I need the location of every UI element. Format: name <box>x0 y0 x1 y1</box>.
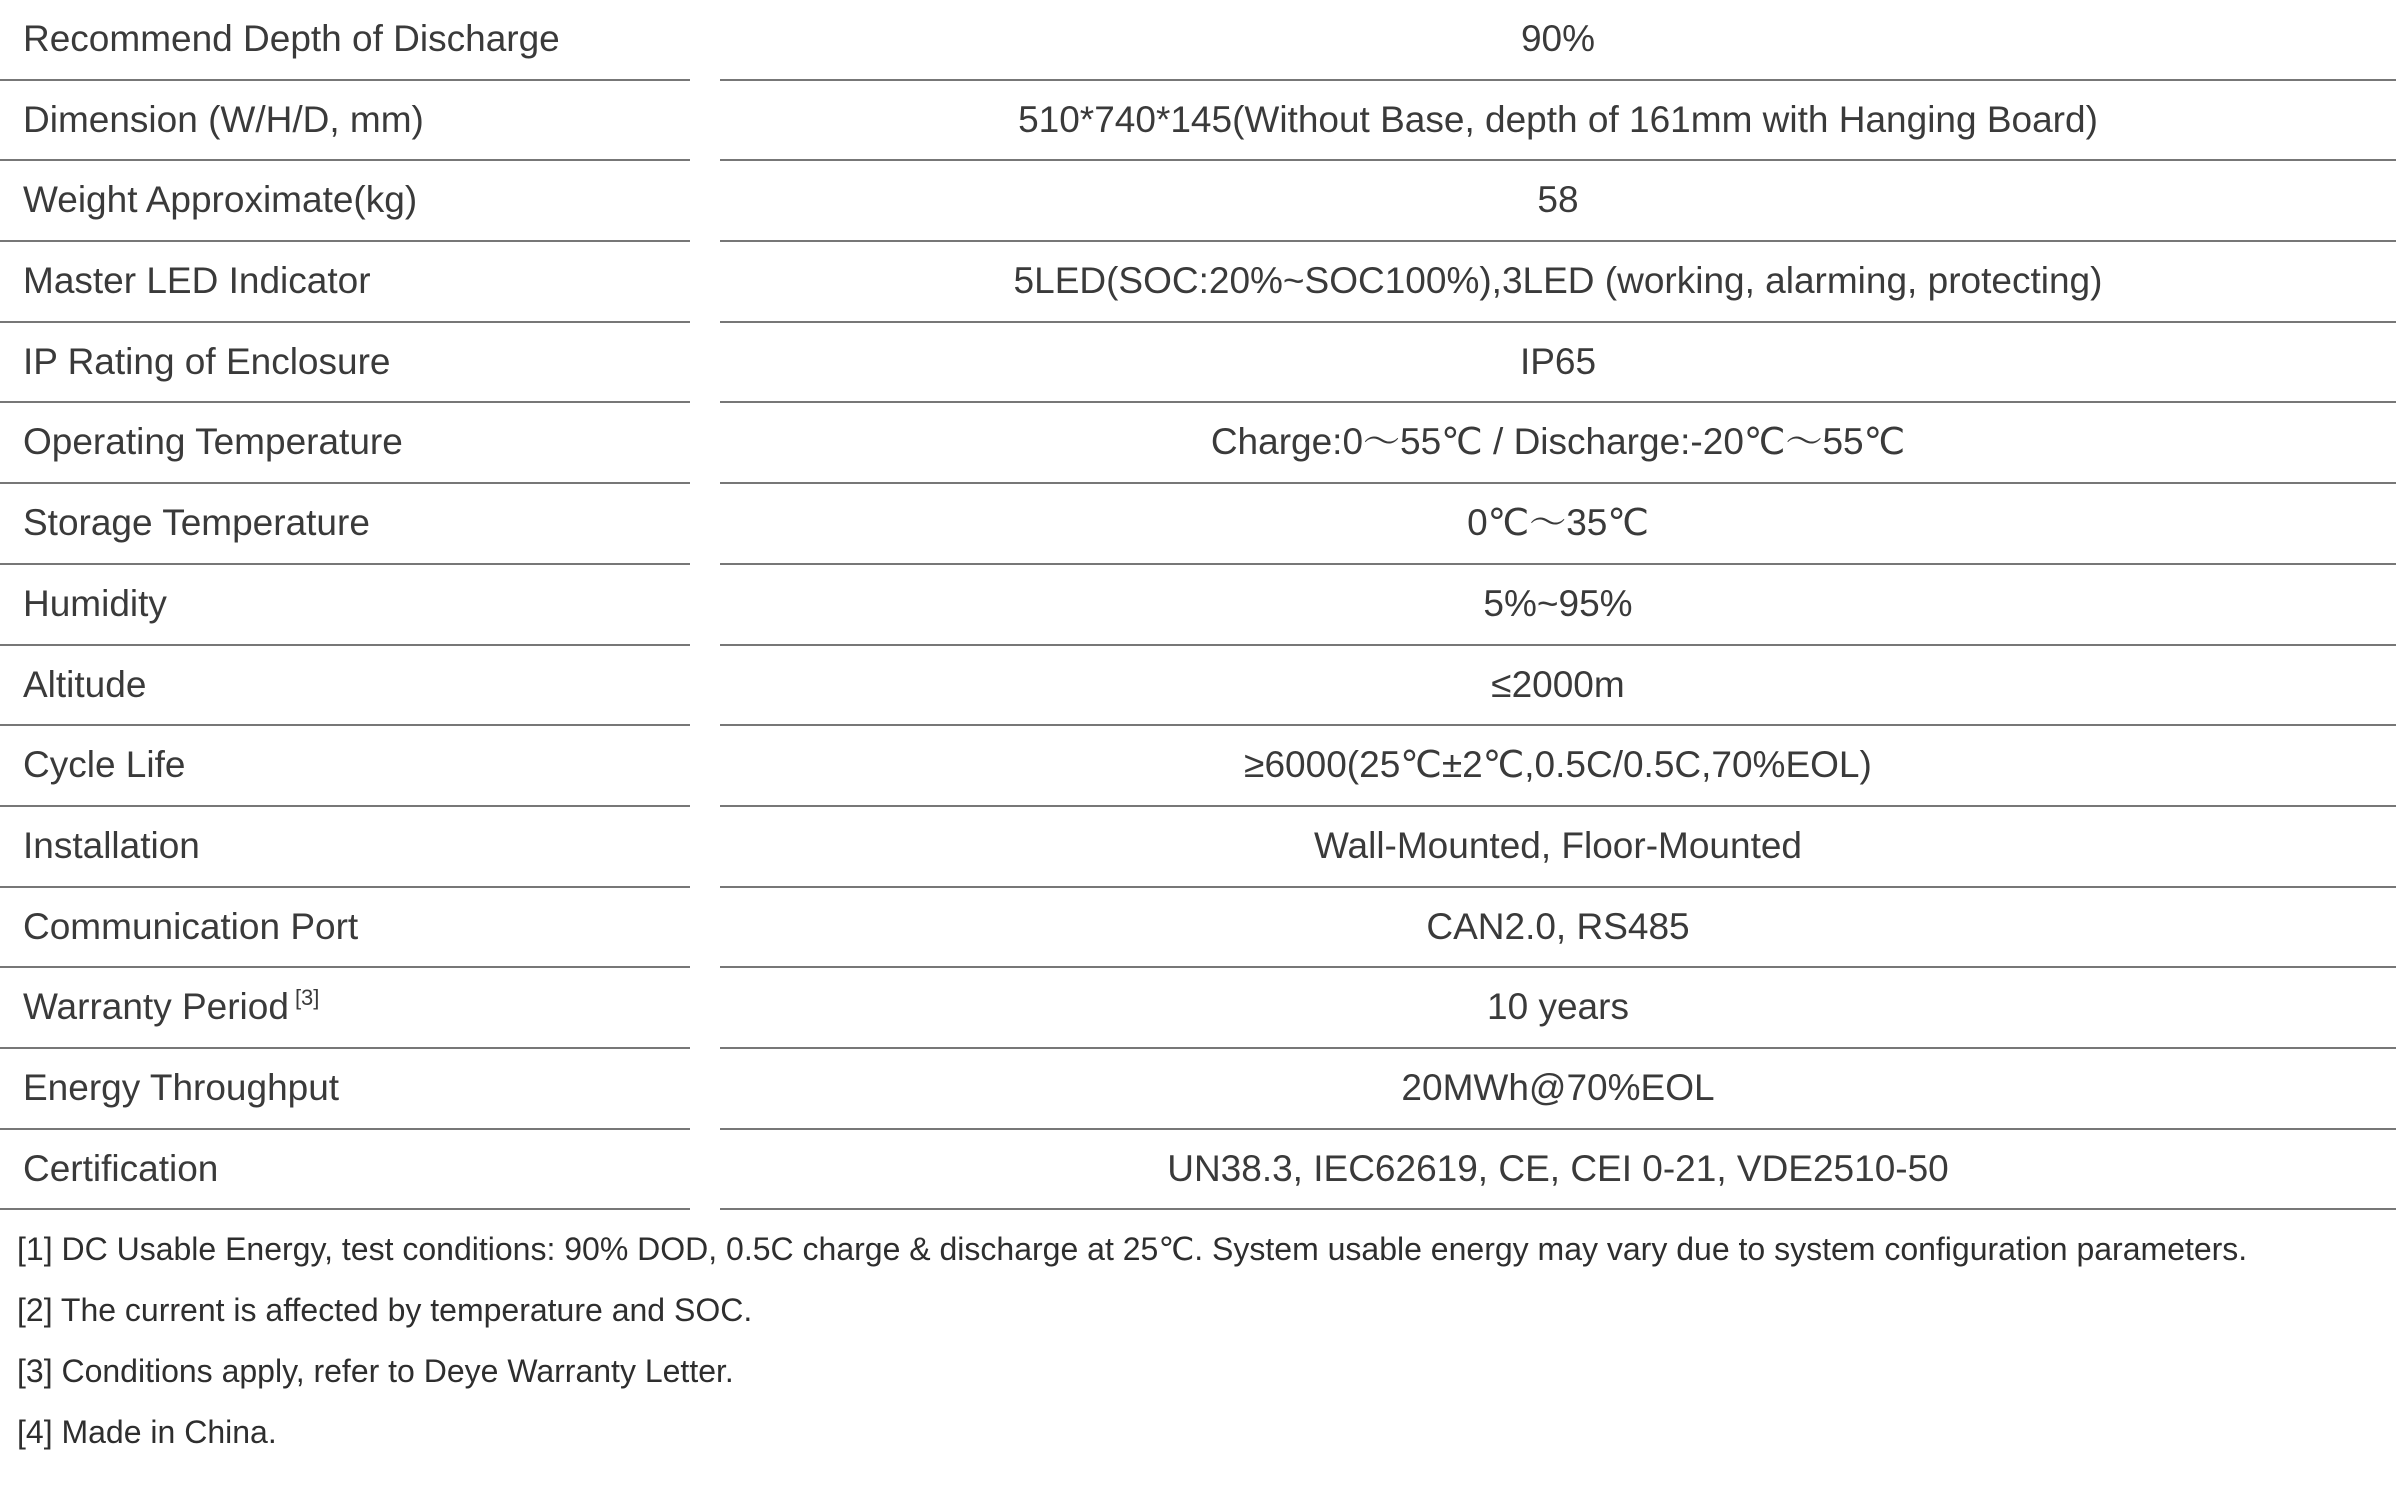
spec-row-cycle-life <box>0 726 2396 807</box>
spec-label: Dimension (W/H/D, mm) <box>23 98 424 140</box>
spec-label: IP Rating of Enclosure <box>23 340 391 382</box>
spec-value: 5%~95% <box>1483 582 1633 624</box>
spec-label: Weight Approximate(kg) <box>23 179 418 221</box>
spec-value: Wall-Mounted, Floor-Mounted <box>1313 824 1803 866</box>
spec-row-energy-throughput <box>0 1049 2396 1130</box>
footnote-4: [4] Made in China. <box>17 1414 277 1450</box>
spec-label: Storage Temperature <box>23 502 370 544</box>
spec-row-depth-of-discharge <box>0 0 2396 81</box>
spec-value: 10 years <box>1487 986 1629 1028</box>
footnote-2: [2] The current is affected by temperature and SOC. <box>17 1292 753 1328</box>
spec-row-storage-temperature <box>0 484 2396 565</box>
spec-row-installation <box>0 807 2396 888</box>
spec-value: 0℃～35℃ <box>1467 502 1649 544</box>
spec-value: ≤2000m <box>1491 663 1625 705</box>
spec-label: Humidity <box>23 582 167 624</box>
spec-row-communication-port <box>0 888 2396 969</box>
spec-row-warranty-period <box>0 968 2396 1049</box>
spec-value: Charge:0～55℃ / Discharge:-20℃～55℃ <box>1210 421 1906 463</box>
footnote-1: [1] DC Usable Energy, test conditions: 90% DOD, 0.5C charge & discharge at 25℃. System usable energy may vary due to system configuration parameters. <box>17 1231 2248 1267</box>
spec-label: Operating Temperature <box>23 421 403 463</box>
spec-row-weight <box>0 161 2396 242</box>
spec-row-operating-temperature <box>0 403 2396 484</box>
spec-label: Energy Throughput <box>23 1066 340 1108</box>
spec-row-ip-rating <box>0 323 2396 404</box>
row-divider <box>0 1208 690 1210</box>
spec-label-text: Warranty Period <box>23 986 289 1028</box>
spec-row-certification <box>0 1130 2396 1211</box>
spec-label: Altitude <box>23 663 147 705</box>
spec-label: Cycle Life <box>23 744 186 786</box>
spec-value: 58 <box>1537 179 1579 221</box>
spec-row-altitude <box>0 646 2396 727</box>
row-divider <box>720 1208 2396 1210</box>
spec-row-humidity <box>0 565 2396 646</box>
spec-value: CAN2.0, RS485 <box>1426 905 1690 947</box>
footnote-3: [3] Conditions apply, refer to Deye Warranty Letter. <box>17 1353 734 1389</box>
spec-row-led-indicator <box>0 242 2396 323</box>
spec-label: Recommend Depth of Discharge <box>23 18 560 59</box>
spec-value: 90% <box>1520 18 1596 59</box>
spec-row-dimension <box>0 81 2396 162</box>
spec-label: Installation <box>23 824 200 866</box>
spec-value: 510*740*145(Without Base, depth of 161mm with Hanging Board) <box>1018 98 2098 140</box>
spec-label: Communication Port <box>23 905 359 947</box>
spec-label: Certification <box>23 1147 219 1189</box>
spec-value: UN38.3, IEC62619, CE, CEI 0-21, VDE2510-50 <box>1167 1147 1949 1189</box>
spec-value: ≥6000(25℃±2℃,0.5C/0.5C,70%EOL) <box>1244 744 1872 786</box>
spec-value: 20MWh@70%EOL <box>1401 1066 1715 1108</box>
spec-value: IP65 <box>1519 340 1597 382</box>
footnotes <box>17 1219 2387 1463</box>
spec-label <box>23 968 319 1046</box>
footnote-reference: [3] <box>294 985 320 1011</box>
spec-label: Master LED Indicator <box>23 260 371 302</box>
spec-value: 5LED(SOC:20%~SOC100%),3LED (working, alarming, protecting) <box>1013 260 2103 302</box>
